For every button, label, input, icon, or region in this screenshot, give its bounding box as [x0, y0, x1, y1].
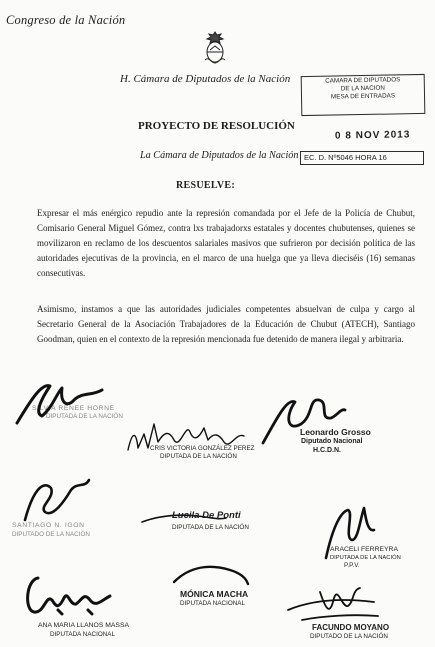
stamp-date: 0 8 NOV 2013	[334, 129, 411, 142]
national-crest-icon	[203, 30, 227, 64]
signatory-role-6: DIPUTADA DE LA NACIÓN	[330, 555, 401, 561]
signatory-name-7: ANA MARIA LLANOS MASSA	[38, 622, 130, 629]
stamp-line-2: DE LA NACION	[340, 84, 385, 93]
resolution-paragraph-1: Expresar el más enérgico repudio ante la represión comandada por el Jefe de la Policía de Chubut, Comisario General Miguel Gómez, contra lxs trabajadorxs estatales y docentes chubutenses, quienes se movilizaron en reclamo de los descuentos salariales masivos que sufrieron por decisión política de las autoridades ejecutivas de la provincia, en el marco de una huelga que ya lleva dieciséis (16) semanas consecutivas.	[37, 208, 415, 278]
signature-llanos-massa	[18, 570, 118, 620]
chamber-header: H. Cámara de Diputados de la Nación	[120, 73, 291, 85]
signatory-name-2: CRIS VICTORIA GONZÁLEZ PEREZ	[150, 445, 255, 452]
congreso-header: Congreso de la Nación	[6, 13, 126, 27]
signatory-role-3: Diputado Nacional	[301, 438, 363, 445]
signatory-role-1: DIPUTADA DE LA NACIÓN	[46, 413, 123, 420]
signatory-extra-3: H.C.D.N.	[313, 447, 341, 454]
stamp-line-1: CAMARA DE DIPUTADOS	[325, 76, 401, 85]
signatory-name-4: SANTIAGO N. IGON	[12, 522, 85, 529]
signatory-role-5: DIPUTADA DE LA NACIÓN	[172, 524, 249, 531]
signature-moyano	[282, 580, 382, 625]
resuelve-heading: RESUELVE:	[176, 180, 236, 191]
signature-macha	[170, 560, 250, 588]
signatory-extra-6: P.P.V.	[344, 562, 360, 569]
document-title: PROYECTO DE RESOLUCIÓN	[138, 120, 295, 132]
signatory-name-8: MÓNICA MACHA	[180, 589, 249, 599]
signatory-name-1: SILVIA RENEE HORNE	[32, 405, 115, 412]
signatory-role-9: DIPUTADO DE LA NACIÓN	[310, 633, 388, 640]
signatory-name-5: Lucila De Ponti	[172, 510, 241, 521]
signature-igon	[15, 470, 95, 525]
stamp-reference: EC. D. Nº5046 HORA 16	[300, 151, 424, 165]
stamp-line-3: MESA DE ENTRADAS	[330, 92, 396, 101]
signatory-name-9: FACUNDO MOYANO	[312, 623, 390, 632]
signatory-name-3: Leonardo Grosso	[300, 427, 371, 437]
signatory-role-8: DIPUTADA NACIONAL	[180, 600, 245, 607]
signatory-role-2: DIPUTADA DE LA NACIÓN	[160, 453, 237, 460]
reception-stamp	[301, 74, 426, 116]
signatory-role-4: DIPUTADO DE LA NACIÓN	[12, 531, 90, 538]
chamber-line: La Cámara de Diputados de la Nación	[140, 150, 299, 161]
resolution-paragraph-2: Asimismo, instamos a que las autoridades judiciales competentes absuelvan de culpa y cargo al Secretario General de la Asociación Trabajadores de la Educación de Chubut (ATECH), Santiago Goodman, quien en el contexto de la represión mencionada fue detenido de manera ilegal y arbitraria.	[37, 304, 415, 344]
signatory-name-6: ARACELI FERREYRA	[330, 546, 398, 553]
signatory-role-7: DIPUTADA NACIONAL	[50, 631, 115, 638]
